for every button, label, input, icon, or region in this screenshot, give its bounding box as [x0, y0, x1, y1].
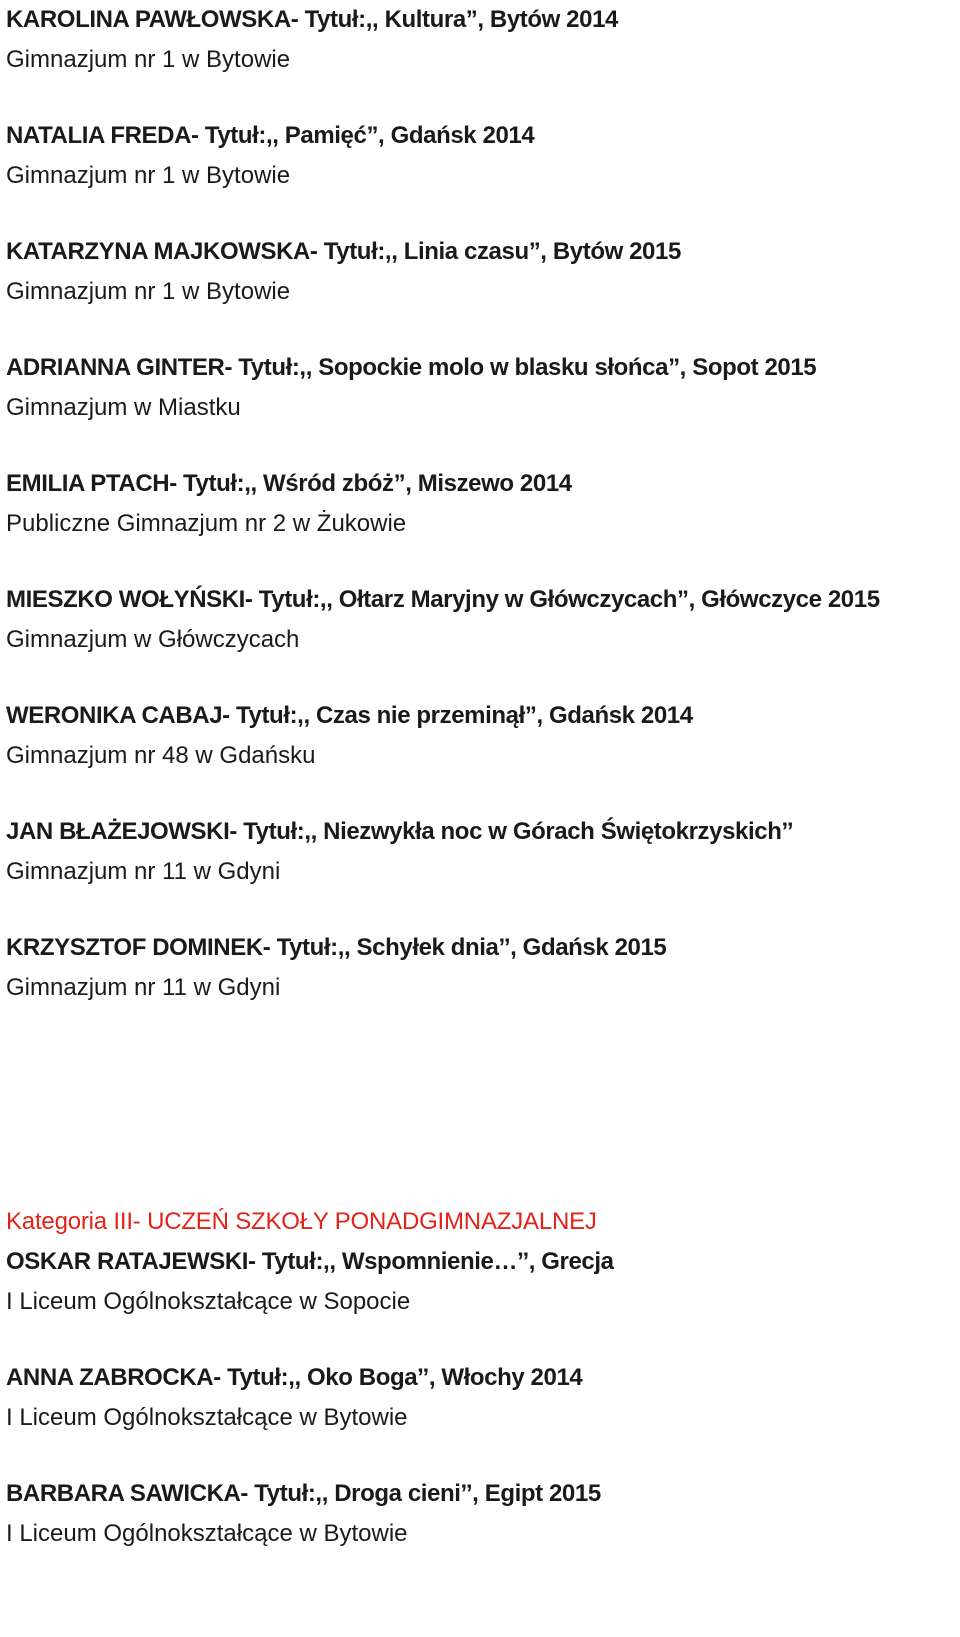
- entry-school: Gimnazjum nr 1 w Bytowie: [6, 278, 291, 305]
- list-item: [6, 696, 956, 776]
- entry-title: MIESZKO WOŁYŃSKI- Tytuł:,, Ołtarz Maryjny w Główczycach”, Główczyce 2015: [6, 586, 880, 613]
- entry-title: KAROLINA PAWŁOWSKA- Tytuł:,, Kultura”, Bytów 2014: [6, 6, 618, 33]
- list-item: [6, 928, 956, 1008]
- entry-title: BARBARA SAWICKA- Tytuł:,, Droga cieni’’, Egipt 2015: [6, 1480, 601, 1507]
- entry-title: EMILIA PTACH- Tytuł:,, Wśród zbóż”, Miszewo 2014: [6, 470, 572, 497]
- entry-school: Gimnazjum nr 11 w Gdyni: [6, 858, 281, 885]
- list-item: [6, 464, 956, 544]
- entry-school: I Liceum Ogólnokształcące w Sopocie: [6, 1288, 411, 1315]
- entry-title: KRZYSZTOF DOMINEK- Tytuł:,, Schyłek dnia’’, Gdańsk 2015: [6, 934, 667, 961]
- list-item: [6, 0, 956, 80]
- list-item: [6, 348, 956, 428]
- category-heading: Kategoria III- UCZEŃ SZKOŁY PONADGIMNAZJALNEJ: [6, 1208, 597, 1235]
- entry-school: Gimnazjum nr 1 w Bytowie: [6, 162, 291, 189]
- entry-title: OSKAR RATAJEWSKI- Tytuł:,, Wspomnienie…’’, Grecja: [6, 1248, 614, 1275]
- entry-school: Publiczne Gimnazjum nr 2 w Żukowie: [6, 510, 407, 537]
- entry-school: Gimnazjum nr 1 w Bytowie: [6, 46, 291, 73]
- list-item: [6, 812, 956, 892]
- entry-title: JAN BŁAŻEJOWSKI- Tytuł:,, Niezwykła noc w Górach Świętokrzyskich’’: [6, 818, 794, 845]
- entry-title: KATARZYNA MAJKOWSKA- Tytuł:,, Linia czasu”, Bytów 2015: [6, 238, 681, 265]
- entry-school: Gimnazjum nr 48 w Gdańsku: [6, 742, 316, 769]
- list-item: [6, 1242, 956, 1322]
- list-item: [6, 232, 956, 312]
- list-item: [6, 1474, 956, 1554]
- entry-title: ANNA ZABROCKA- Tytuł:,, Oko Boga’’, Włochy 2014: [6, 1364, 583, 1391]
- entry-school: Gimnazjum nr 11 w Gdyni: [6, 974, 281, 1001]
- section-gap: [6, 1008, 956, 1202]
- list-item: [6, 580, 956, 660]
- document-page: [6, 0, 956, 1554]
- entry-title: NATALIA FREDA- Tytuł:,, Pamięć”, Gdańsk 2014: [6, 122, 535, 149]
- list-item: [6, 1358, 956, 1438]
- entry-title: WERONIKA CABAJ- Tytuł:,, Czas nie przeminął”, Gdańsk 2014: [6, 702, 693, 729]
- entry-school: I Liceum Ogólnokształcące w Bytowie: [6, 1520, 408, 1547]
- entry-school: Gimnazjum w Główczycach: [6, 626, 300, 653]
- entry-school: I Liceum Ogólnokształcące w Bytowie: [6, 1404, 408, 1431]
- list-item: [6, 116, 956, 196]
- entry-title: ADRIANNA GINTER- Tytuł:,, Sopockie molo w blasku słońca”, Sopot 2015: [6, 354, 817, 381]
- entry-school: Gimnazjum w Miastku: [6, 394, 241, 421]
